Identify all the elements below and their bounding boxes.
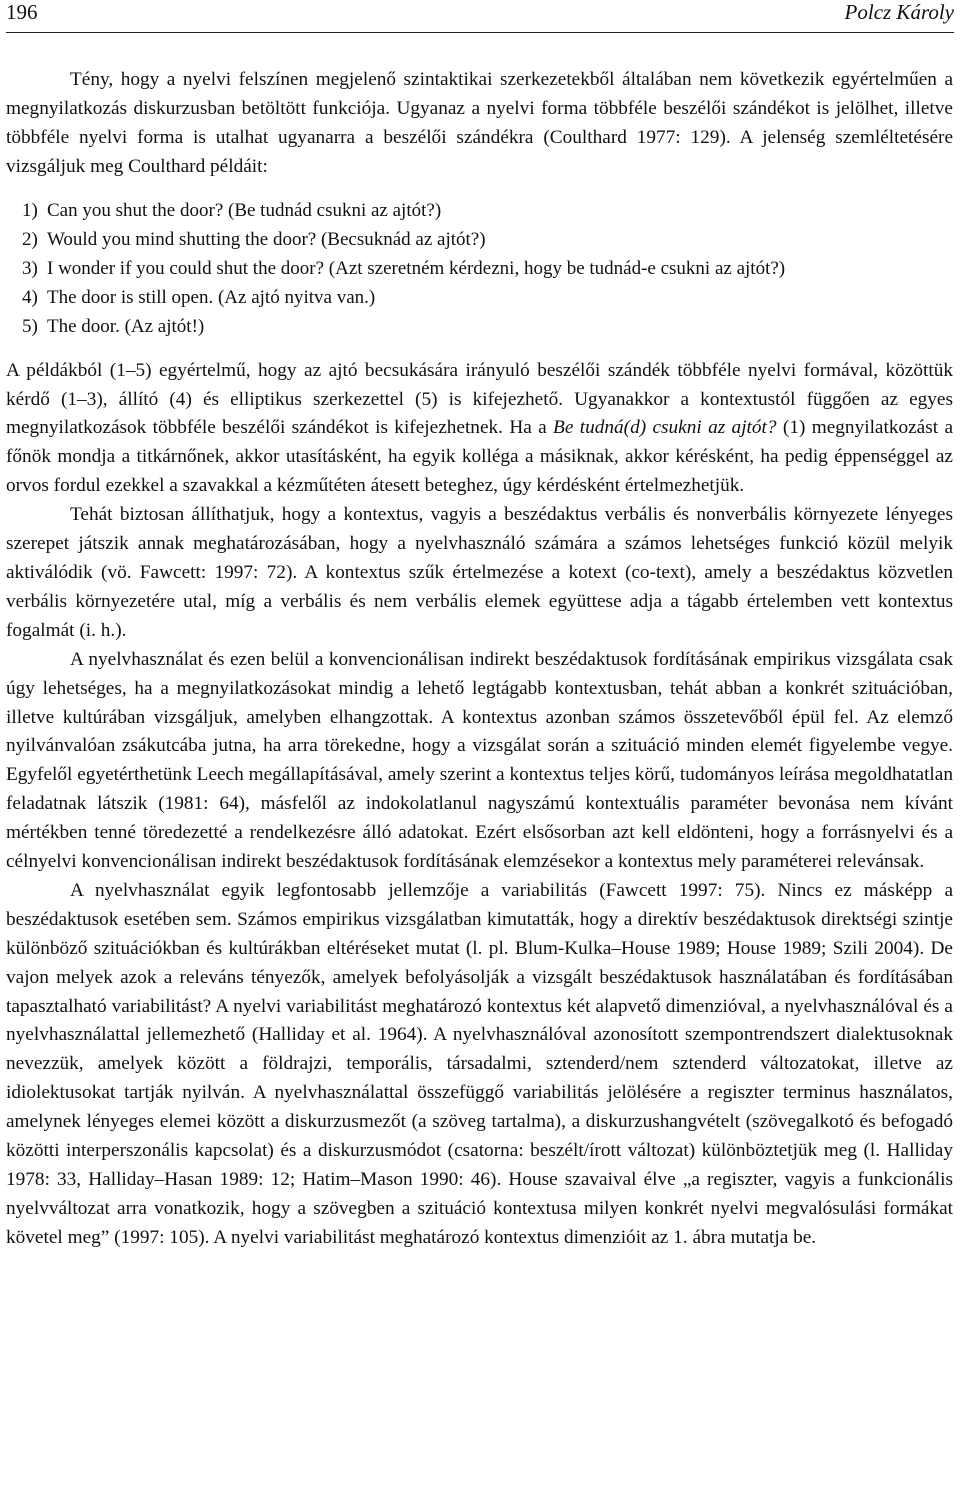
context-paragraph: Tehát biztosan állíthatjuk, hogy a kontextus, vagyis a beszédaktus verbális és nonverbális környezete lényeges szerepet játszik annak meghatározásában, hogy a nyelvhasználó számára a számos lehetséges funkció közül melyik aktiválódik (vö. Fawcett: 1997: 72). A kontextus szűk értelmezése a kotext (co-text), amely a beszédaktus közvetlen verbális környezetére utal, míg a verbális és nem verbális elemek együttese adja a tágabb értelemben vett kontextus fogalmát (i. h.). [6, 504, 953, 641]
example-list [6, 196, 953, 341]
example-text: Would you mind shutting the door? (Becsuknád az ajtót?) [47, 228, 486, 250]
example-number: 4) [22, 286, 38, 308]
example-number: 3) [22, 257, 38, 279]
example-number: 5) [22, 315, 38, 337]
example-number: 2) [22, 228, 38, 250]
variability-paragraph: A nyelvhasználat egyik legfontosabb jellemzője a variabilitás (Fawcett 1997: 75). Nincs ez másképp a beszédaktusok esetében sem. Számos empirikus vizsgálatban kimutatták, hogy a direktív beszédaktusok direktségi szintje különböző szituációkban és kultúrákban eltéréseket mutat (l. pl. Blum-Kulka–House 1989; House 1989; Szili 2004). De vajon melyek azok a releváns tényezők, amelyek befolyásolják a vizsgált beszédaktusok használatában és fordításában tapasztalható variabilitást? A nyelvi variabilitást meghatározó kontextus két alapvető dimenzióval, a nyelvhasználóval és a nyelvhasználattal jellemezhető (Halliday et al. 1964). A nyelvhasználóval azonosított szempontrendszert dialektusoknak nevezzük, amelyek között a földrajzi, temporális, társadalmi, sztenderd/nem sztenderd változatokat, illetve az idiolektusokat tartják nyilván. A nyelvhasználattal összefüggő variabilitás jelölésére a regiszter terminus használatos, amelynek lényeges elemei között a diskurzusmezőt (a szöveg tartalma), a diskurzushangvételt (szövegalkotó és befogadó közötti interperszonális kapcsolat) és a diskurzusmódot (csatorna: beszélt/írott változat) különböztetjük meg (l. Halliday 1978: 33, Halliday–Hasan 1989: 12; Hatim–Mason 1990: 46). House szavaival élve „a regiszter, vagyis a funkcionális nyelvváltozat arra vonatkozik, hogy a szövegben a szituáció kontextusa milyen konkrét nyelvi megvalósulási formákat követel meg” (1997: 105). A nyelvi variabilitást meghatározó kontextus dimenzióit az 1. ábra mutatja be. [6, 879, 953, 1248]
list-item [22, 254, 953, 283]
paragraph-text: A példákból (1–5) egyértelmű, hogy az ajtó becsukására irányuló beszélői szándék többféle nyelvi formával, közöttük kérdő (1–3), állító (4) és elliptikus szerkezettel (5) is kifejezhető. Ugyanakkor a kontextustól függően az egyes megnyilatkozások többféle beszélői szándékot is kifejezhetnek. Ha a [6, 359, 953, 439]
paragraph-text: (1) megnyilatkozást a főnök mondja a titkárnőnek, akkor utasításként, ha egyik kolléga a másiknak, akkor kérésként, ha pedig éppenséggel az orvos fordul ezekkel a szavakkal a kézműtéten átesett beteghez, úgy kérdésként értelmezhetjük. [6, 417, 953, 497]
language-usage-paragraph: A nyelvhasználat és ezen belül a konvencionálisan indirekt beszédaktusok fordításának empirikus vizsgálata csak úgy lehetséges, ha a megnyilatkozásokat mindig a lehető legtágabb kontextusban, tehát abban a konkrét szituációban, illetve kultúrában vizsgáljuk, amelyben elhangzottak. A kontextus azonban számos összetevőből épül fel. Az elemző nyilvánvalóan zsákutcába jutna, ha arra törekedne, hogy a vizsgálat során a szituáció minden elemét figyelembe vegye. Egyfelől egyetérthetünk Leech megállapításával, amely szerint a kontextus teljes körű, tudományos leírása megoldhatatlan feladatnak látszik (1981: 64), másfelől az indokolatlanul nagyszámú kontextuális paraméter bevonása nem kívánt mértékben tenné töredezetté a rendelkezésre álló adatokat. Ezért elsősorban azt kell eldönteni, hogy a forrásnyelvi és a célnyelvi konvencionálisan indirekt beszédaktusok fordításának elemzésekor a kontextus mely paraméterei relevánsak. [6, 648, 953, 873]
running-author: Polcz Károly [844, 0, 954, 24]
italic-example-phrase: Be tudná(d) csukni az ajtót? [553, 417, 777, 439]
example-text: I wonder if you could shut the door? (Azt szeretném kérdezni, hogy be tudnád-e csukni az ajtót?) [47, 257, 786, 279]
examples-discussion-paragraph [6, 357, 953, 502]
list-item [22, 312, 953, 341]
example-text: Can you shut the door? (Be tudnád csukni az ajtót?) [47, 199, 442, 221]
running-header [6, 0, 954, 33]
list-item [22, 196, 953, 225]
example-text: The door is still open. (Az ajtó nyitva van.) [47, 286, 376, 308]
example-number: 1) [22, 199, 38, 221]
intro-paragraph: Tény, hogy a nyelvi felszínen megjelenő szintaktikai szerkezetekből általában nem következik egyértelműen a megnyilatkozás diskurzusban betöltött funkciója. Ugyanaz a nyelvi forma többféle beszélői szándékot is jelölhet, illetve többféle nyelvi forma is utalhat ugyanarra a beszélői szándékra (Coulthard 1977: 129). A jelenség szemléltetésére vizsgáljuk meg Coulthard példáit: [6, 69, 953, 177]
page-number: 196 [6, 0, 38, 24]
list-item [22, 225, 953, 254]
example-text: The door. (Az ajtót!) [47, 315, 205, 337]
list-item [22, 283, 953, 312]
page-body [6, 66, 953, 1253]
